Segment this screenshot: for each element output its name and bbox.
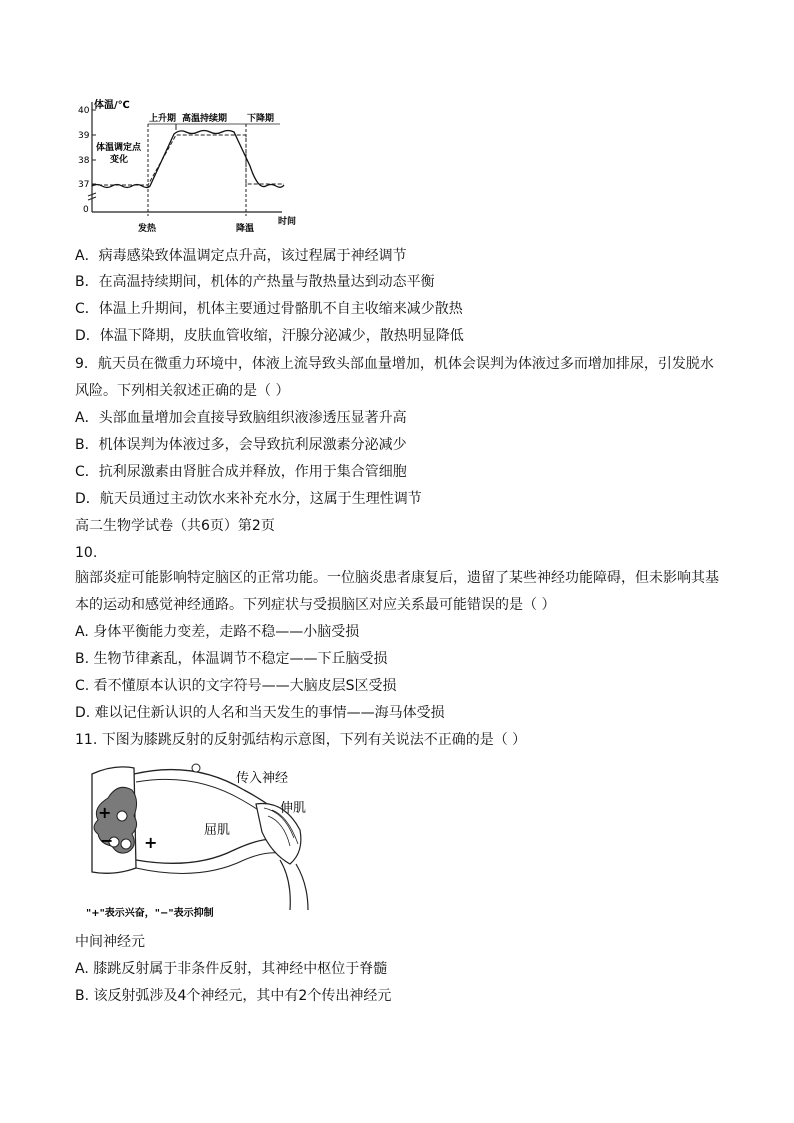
q9-option-b: B．机体误判为体液过多，会导致抗利尿激素分泌减少	[75, 437, 407, 453]
y-tick-38: 38	[78, 156, 90, 166]
y-tick-0: 0	[83, 205, 89, 215]
y-axis-label: 体温/℃	[94, 100, 130, 111]
q10-option-b: B. 生物节律紊乱，体温调节不稳定——下丘脑受损	[75, 651, 388, 667]
plus-sign-1: +	[98, 803, 112, 822]
label-afferent-nerve: 传入神经	[236, 771, 289, 786]
leg-outline	[280, 860, 308, 910]
y-tick-40: 40	[78, 106, 90, 116]
q9-option-a: A．头部血量增加会直接导致脑组织液渗透压显著升高	[75, 410, 407, 426]
minus-sign: −	[100, 831, 114, 850]
x-marker-fever: 发热	[138, 224, 157, 234]
body-temperature-chart	[74, 96, 310, 236]
chart-svg	[74, 96, 310, 236]
q8-option-a: A．病毒感染致体温调定点升高，该过程属于神经调节	[75, 248, 407, 264]
label-flexor: 屈肌	[204, 823, 231, 838]
q9-stem-line1: 9．航天员在微重力环境中，体液上流导致头部血量增加，机体会误判为体液过多而增加排尿，引发脱水	[75, 356, 714, 372]
q10-stem-line2: 本的运动和感觉神经通路。下列症状与受损脑区对应关系最可能错误的是（ ）	[75, 597, 556, 613]
q10-option-a: A. 身体平衡能力变差，走路不稳——小脑受损	[75, 624, 360, 640]
x-axis-label: 时间	[278, 217, 297, 227]
efferent-nerve	[136, 839, 280, 863]
q8-option-b: B．在高温持续期间，机体的产热量与散热量达到动态平衡	[75, 274, 435, 290]
q9-option-c: C．抗利尿激素由肾脏合成并释放，作用于集合管细胞	[75, 464, 407, 480]
page-footer: 高二生物学试卷（共6页）第2页	[75, 518, 275, 534]
q9-option-d: D．航天员通过主动饮水来补充水分，这属于生理性调节	[75, 491, 422, 507]
phase-fall: 下降期	[247, 114, 275, 124]
ganglion	[192, 764, 200, 772]
q11-option-b: B. 该反射弧涉及4个神经元，其中有2个传出神经元	[75, 988, 392, 1004]
q11-stem: 11. 下图为膝跳反射的反射弧结构示意图，下列有关说法不正确的是（ ）	[75, 732, 527, 748]
q11-interneuron-label: 中间神经元	[75, 934, 145, 950]
x-marker-cooling: 降温	[236, 224, 255, 234]
q9-stem-line2: 风险。下列相关叙述正确的是（ ）	[75, 383, 290, 399]
y-tick-37: 37	[78, 180, 90, 190]
q8-option-d: D．体温下降期，皮肤血管收缩，汗腺分泌减少，散热明显降低	[75, 328, 464, 344]
phase-rise: 上升期	[149, 114, 177, 124]
q10-option-c: C. 看不懂原本认识的文字符号——大脑皮层S区受损	[75, 678, 397, 694]
q10-stem-line1: 脑部炎症可能影响特定脑区的正常功能。一位脑炎患者康复后，遗留了某些神经功能障碍，但未影响其基	[75, 570, 719, 586]
q11-option-a: A. 膝跳反射属于非条件反射，其神经中枢位于脊髓	[75, 961, 388, 977]
figure-caption: "+"表示兴奋，"−"表示抑制	[86, 908, 214, 919]
label-extensor: 伸肌	[280, 801, 307, 816]
phase-plateau: 高温持续期	[182, 114, 228, 124]
knee-reflex-diagram	[84, 760, 334, 920]
motor-neuron-2	[121, 839, 131, 849]
q8-option-c: C．体温上升期间，机体主要通过骨骼肌不自主收缩来减少散热	[75, 301, 463, 317]
interneuron-body	[117, 811, 127, 821]
plus-sign-2: +	[144, 833, 158, 852]
q10-number: 10.	[75, 545, 98, 561]
annotation-setpoint-2: 变化	[110, 155, 129, 165]
y-tick-39: 39	[78, 131, 90, 141]
q10-option-d: D. 难以记住新认识的人名和当天发生的事情——海马体受损	[75, 705, 445, 721]
annotation-setpoint-1: 体温调定点	[96, 143, 142, 153]
reflex-svg	[84, 760, 334, 920]
